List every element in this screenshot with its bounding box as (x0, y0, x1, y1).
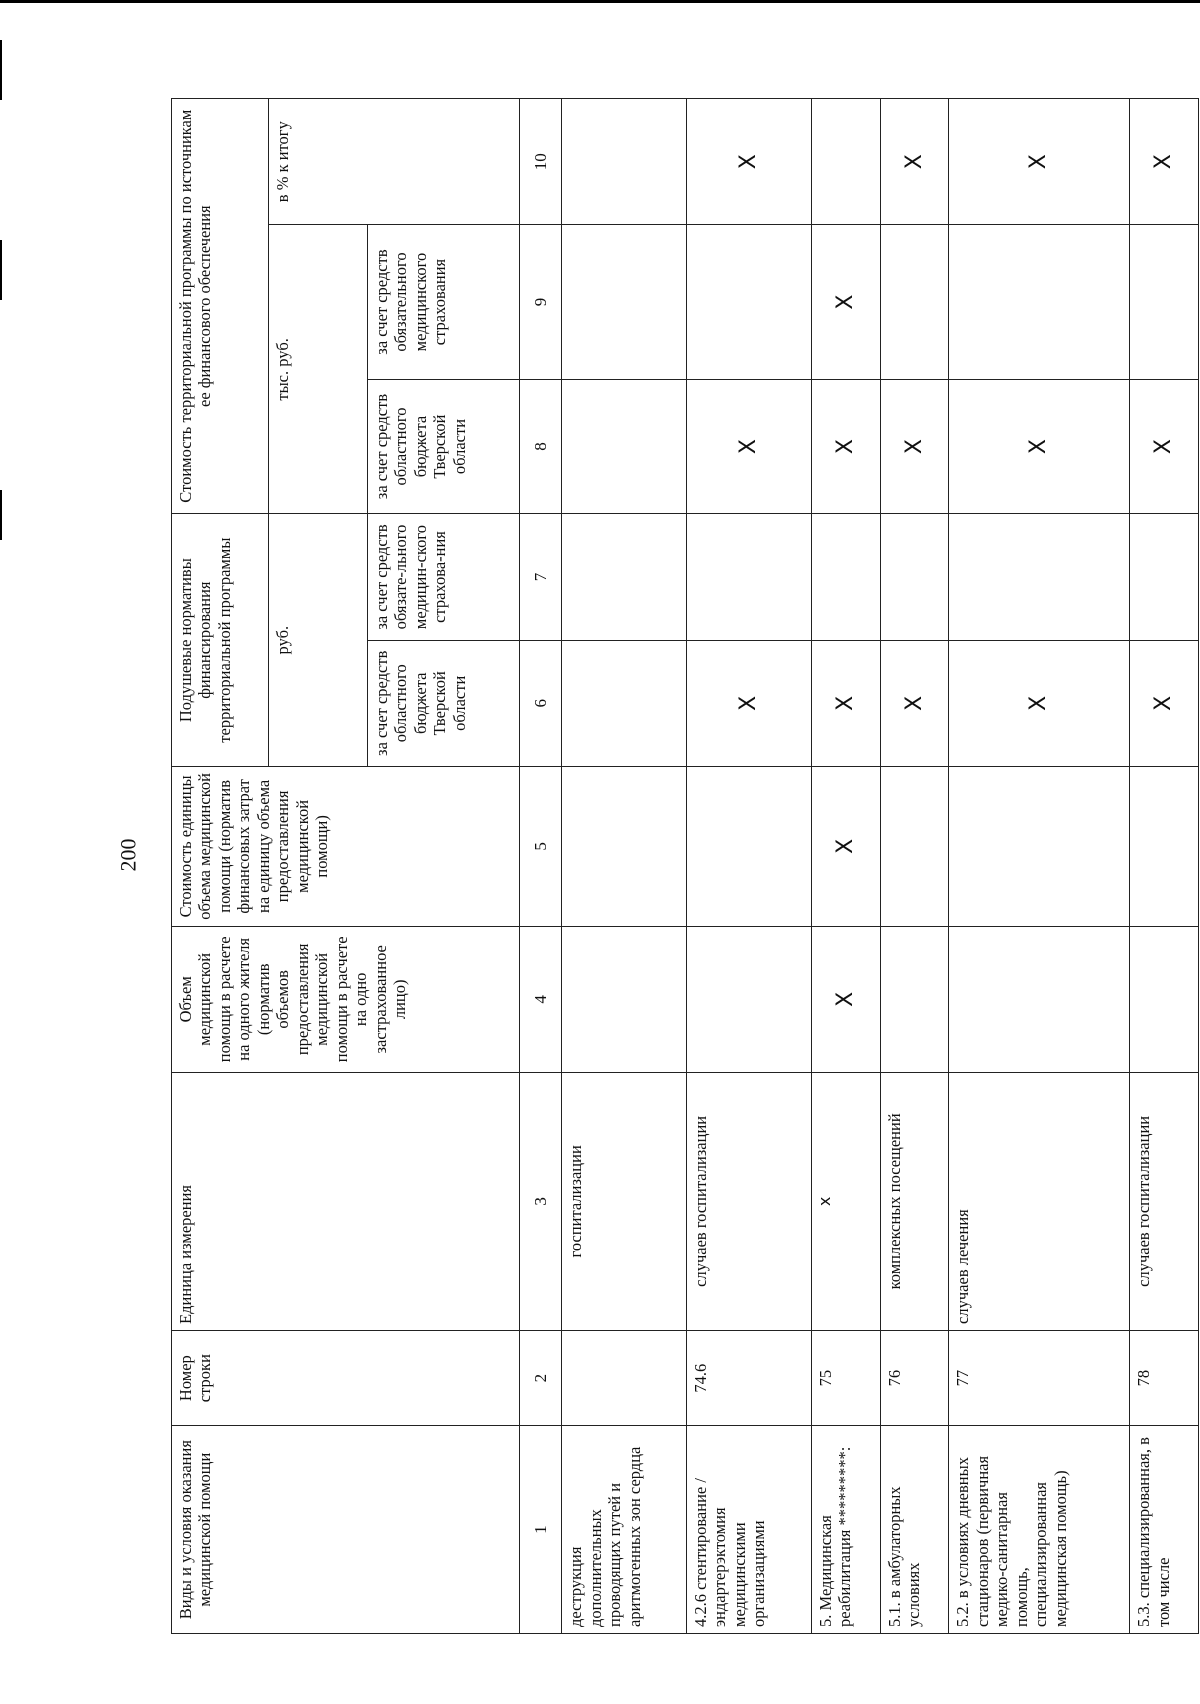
header-kind: Виды и условия оказания медицинской помощи (172, 1426, 520, 1634)
rotated-table-container (171, 98, 1199, 1634)
row-volume (1130, 926, 1199, 1072)
table-row (1130, 99, 1199, 1634)
row-number: 78 (1130, 1330, 1199, 1425)
row-pc-budget: Х (686, 640, 811, 766)
row-volume (949, 926, 1130, 1072)
row-pc-budget: Х (880, 640, 949, 766)
column-number: 5 (520, 766, 562, 926)
row-number (562, 1330, 687, 1425)
row-percent (562, 99, 687, 225)
row-number: 76 (880, 1330, 949, 1425)
row-prog-budget: Х (880, 379, 949, 514)
row-cost: Х (811, 766, 880, 926)
header-program-cost-unit: тыс. руб. (268, 225, 367, 514)
row-pc-budget: Х (949, 640, 1130, 766)
column-number: 7 (520, 514, 562, 640)
row-volume (686, 926, 811, 1072)
column-number: 4 (520, 926, 562, 1072)
page-number: 200 (115, 838, 141, 872)
row-pc-budget: Х (811, 640, 880, 766)
row-kind: деструкция дополнительных проводящих путей и аритмогенных зон сердца (562, 1426, 687, 1634)
row-volume (562, 926, 687, 1072)
row-percent: Х (1130, 99, 1199, 225)
header-pc-oms: за счет средств обязате-льного медицин-ского страхова-ния (367, 514, 520, 640)
row-pc-oms (880, 514, 949, 640)
row-percent: Х (949, 99, 1130, 225)
header-prog-oms: за счет средств обязательного медицинского страхования (367, 225, 520, 379)
column-number-row (520, 99, 562, 1634)
scan-margin-mark (0, 40, 2, 100)
row-prog-budget: Х (1130, 379, 1199, 514)
header-volume: Объем медицинской помощи в расчете на одного жителя (норматив объемов предоставления медицинской помощи в расчете на одно застрахованное лицо) (172, 926, 520, 1072)
row-cost (880, 766, 949, 926)
table-row (949, 99, 1130, 1634)
row-pc-oms (562, 514, 687, 640)
header-row-number: Номер строки (172, 1330, 520, 1425)
row-unit: х (811, 1072, 880, 1330)
table-row (562, 99, 687, 1634)
row-prog-budget: Х (686, 379, 811, 514)
header-prog-budget: за счет средств областного бюджета Тверской области (367, 379, 520, 514)
row-pc-oms (811, 514, 880, 640)
row-volume (880, 926, 949, 1072)
row-kind: 5.1. в амбулаторных условиях (880, 1426, 949, 1634)
row-prog-oms (949, 225, 1130, 379)
row-kind: 5.3. специализированная, в том числе (1130, 1426, 1199, 1634)
row-prog-budget: Х (811, 379, 880, 514)
row-prog-oms (880, 225, 949, 379)
scan-margin-mark (0, 490, 2, 540)
row-number: 74.6 (686, 1330, 811, 1425)
row-pc-oms (1130, 514, 1199, 640)
row-pc-oms (686, 514, 811, 640)
row-kind: 4.2.6 стентирование / эндартерэктомия медицинскими организациями (686, 1426, 811, 1634)
table-row (686, 99, 811, 1634)
column-number: 10 (520, 99, 562, 225)
column-number: 1 (520, 1426, 562, 1634)
row-prog-oms: Х (811, 225, 880, 379)
medical-care-table (171, 98, 1199, 1634)
row-kind: 5. Медицинская реабилитация *********: (811, 1426, 880, 1634)
header-row-1 (172, 99, 269, 1634)
row-prog-budget (562, 379, 687, 514)
row-cost (1130, 766, 1199, 926)
header-unit: Единица измерения (172, 1072, 520, 1330)
row-prog-oms (562, 225, 687, 379)
row-unit: случаев лечения (949, 1072, 1130, 1330)
row-pc-budget: Х (1130, 640, 1199, 766)
row-number: 77 (949, 1330, 1130, 1425)
header-percent: в % к итогу (268, 99, 520, 225)
header-per-capita: Подушевые нормативы финансирования территориальной программы (172, 514, 269, 767)
row-percent (811, 99, 880, 225)
scan-margin-mark (0, 240, 2, 300)
row-cost (562, 766, 687, 926)
header-per-capita-unit: руб. (268, 514, 367, 767)
header-cost: Стоимость единицы объема медицинской помощи (норматив финансовых затрат на единицу объема предоставления медицинской помощи) (172, 766, 520, 926)
row-percent: Х (880, 99, 949, 225)
row-unit: случаев госпитализации (1130, 1072, 1199, 1330)
row-pc-oms (949, 514, 1130, 640)
row-prog-oms (686, 225, 811, 379)
column-number: 6 (520, 640, 562, 766)
column-number: 2 (520, 1330, 562, 1425)
row-cost (949, 766, 1130, 926)
row-pc-budget (562, 640, 687, 766)
row-prog-oms (1130, 225, 1199, 379)
row-cost (686, 766, 811, 926)
column-number: 3 (520, 1072, 562, 1330)
row-percent: Х (686, 99, 811, 225)
row-volume: Х (811, 926, 880, 1072)
row-kind: 5.2. в условиях дневных стационаров (первичная медико-санитарная помощь, специализированная медицинская помощь) (949, 1426, 1130, 1634)
header-pc-budget: за счет средств областного бюджета Тверской области (367, 640, 520, 766)
row-prog-budget: Х (949, 379, 1130, 514)
row-unit: случаев госпитализации (686, 1072, 811, 1330)
table-row (811, 99, 880, 1634)
row-number: 75 (811, 1330, 880, 1425)
column-number: 9 (520, 225, 562, 379)
column-number: 8 (520, 379, 562, 514)
row-unit: комплексных посещений (880, 1072, 949, 1330)
row-unit: госпитализации (562, 1072, 687, 1330)
table-row (880, 99, 949, 1634)
header-program-cost: Стоимость территориальной программы по источникам ее финансового обеспечения (172, 99, 269, 514)
scan-edge-line (0, 0, 1200, 3)
